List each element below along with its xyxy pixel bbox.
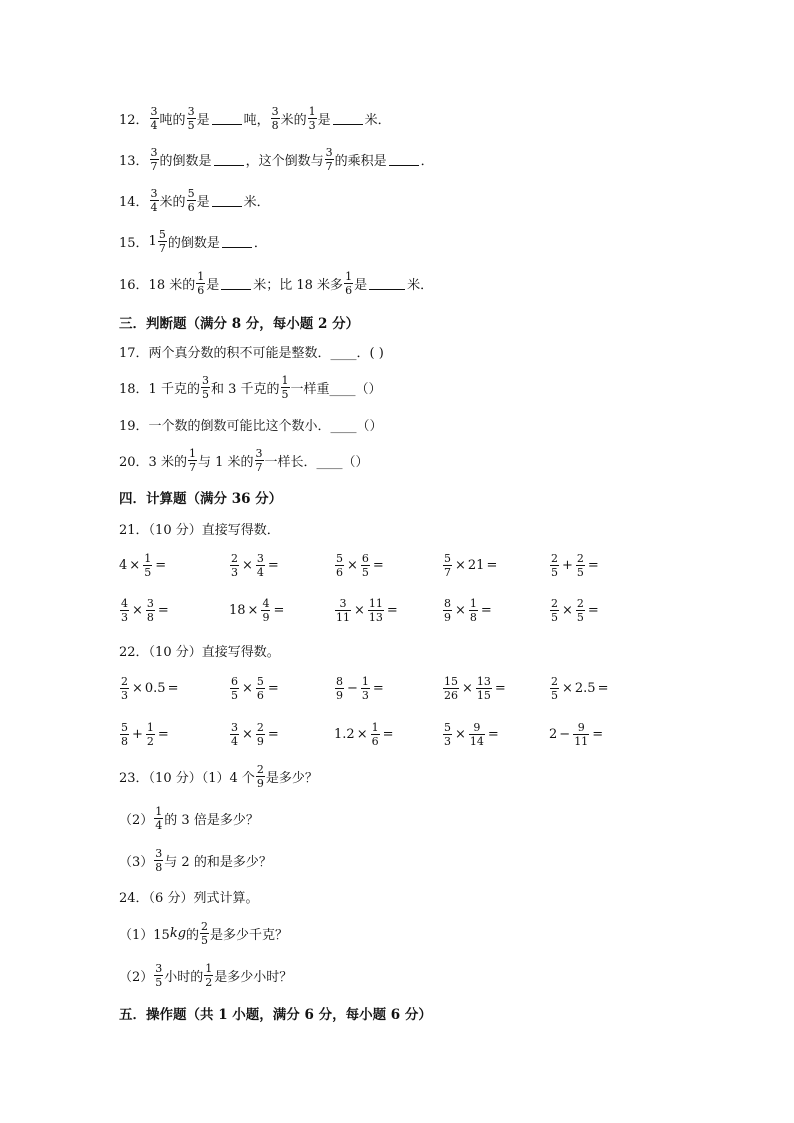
fraction: $\frac{2}{9}$	[256, 762, 264, 790]
fraction: $\frac{3}{5}$	[201, 373, 209, 401]
answer-blank[interactable]	[221, 277, 251, 290]
section-5-heading: 五．操作题（共 1 小题，满分 6 分，每小题 6 分）	[119, 1007, 432, 1023]
fraction: $\frac{3}{7}$	[150, 145, 158, 173]
calc-item: $\frac{2}{5}$ + $\frac{2}{5}$ =	[551, 551, 599, 579]
fraction: $\frac{1}{6}$	[197, 269, 205, 297]
fraction: $\frac{3}{5}$	[187, 104, 195, 132]
q23-text-a: 是多少？	[265, 770, 318, 786]
q20-text-b: 与 1 米的	[197, 454, 254, 470]
answer-blank[interactable]	[369, 277, 405, 290]
q12-text-b: 是	[196, 112, 210, 128]
question-14	[119, 180, 270, 220]
q15-num: 15．	[119, 235, 149, 251]
answer-blank[interactable]	[212, 112, 242, 125]
calc-item: $\frac{2}{3}$ × $\frac{3}{4}$ =	[231, 551, 279, 579]
question-23-part-3: （3） $\frac{3}{8}$ 与 2 的和是多少？	[119, 846, 272, 874]
fraction: $\frac{5}{7}$	[158, 227, 166, 255]
q13-text-d: ．	[420, 153, 434, 169]
answer-blank[interactable]	[214, 153, 244, 166]
calc-item: $\frac{5}{3}$ × $\frac{9}{14}$ =	[444, 720, 499, 748]
calc-item: $\frac{6}{5}$ × $\frac{5}{6}$ =	[231, 674, 279, 702]
calc-item: $\frac{4}{3}$ × $\frac{3}{8}$ =	[121, 596, 169, 624]
answer-blank[interactable]	[389, 153, 419, 166]
calc-item: 1.2 × $\frac{1}{6}$ =	[334, 720, 394, 748]
q20-num: 20．	[119, 454, 149, 470]
q18-num: 18．	[119, 381, 149, 397]
q16-text-a: 18 米的	[148, 277, 196, 293]
q15-text-b: ．	[253, 235, 267, 251]
q12-num: 12．	[119, 112, 149, 128]
calc-item: $\frac{8}{9}$ − $\frac{1}{3}$ =	[336, 674, 384, 702]
q16-text-e: 米．	[407, 277, 434, 293]
fraction: $\frac{1}{7}$	[188, 446, 196, 474]
q13-text-b: ，这个倒数与	[245, 153, 324, 169]
question-12	[119, 98, 391, 138]
question-23	[119, 756, 318, 796]
question-18	[119, 367, 382, 407]
answer-blank[interactable]	[212, 194, 242, 207]
question-13	[119, 139, 434, 179]
calc-item: $\frac{2}{3}$ × 0.5 =	[121, 674, 179, 702]
q18-text-b: 和 3 千克的	[210, 381, 280, 397]
fraction: $\frac{3}{4}$	[150, 104, 158, 132]
calc-item: $\frac{3}{4}$ × $\frac{2}{9}$ =	[231, 720, 279, 748]
q12-text-d: 米的	[280, 112, 307, 128]
calc-item: $\frac{8}{9}$ × $\frac{1}{8}$ =	[444, 596, 492, 624]
calc-item: $\frac{5}{8}$ + $\frac{1}{2}$ =	[121, 720, 169, 748]
calc-item: $\frac{2}{5}$ × 2.5 =	[551, 674, 609, 702]
q18-text-a: 1 千克的	[148, 381, 200, 397]
q14-text-b: 是	[196, 194, 210, 210]
q14-num: 14．	[119, 194, 149, 210]
fraction: $\frac{1}{2}$	[205, 961, 213, 989]
answer-blank[interactable]	[333, 112, 363, 125]
q20-text-c: 一样长．____（）	[264, 454, 369, 470]
q14-text-a: 米的	[159, 194, 186, 210]
question-16	[119, 263, 433, 303]
question-24-part-2: （2） $\frac{3}{5}$ 小时的 $\frac{1}{2}$ 是多少小时？	[119, 961, 293, 989]
fraction: $\frac{3}{7}$	[325, 145, 333, 173]
q13-text-c: 的乘积是	[334, 153, 387, 169]
question-24: 24．（6 分）列式计算。	[119, 890, 259, 906]
fraction: $\frac{5}{6}$	[187, 186, 195, 214]
q16-text-c: 米；比 18 米多	[253, 277, 344, 293]
fraction: $\frac{3}{4}$	[150, 186, 158, 214]
question-17: 17．两个真分数的积不可能是整数．____．( )	[119, 345, 384, 361]
q13-num: 13．	[119, 153, 149, 169]
question-15	[119, 221, 267, 261]
q16-text-d: 是	[354, 277, 368, 293]
calc-item: 4 × $\frac{1}{5}$ =	[119, 551, 167, 579]
q12-text-c: 吨，	[243, 112, 270, 128]
calc-item: $\frac{2}{5}$ × $\frac{2}{5}$ =	[551, 596, 599, 624]
q23-num: 23．（10 分）（1）4 个	[119, 770, 255, 786]
question-24-part-1: （1）15 kg 的 $\frac{2}{5}$ 是多少千克？	[119, 919, 289, 947]
q13-text-a: 的倒数是	[159, 153, 212, 169]
q12-text-f: 米．	[364, 112, 391, 128]
fraction: $\frac{1}{4}$	[155, 804, 163, 832]
calc-item: $\frac{3}{11}$ × $\frac{11}{13}$ =	[336, 596, 398, 624]
q15-text-a: 的倒数是	[167, 235, 220, 251]
q16-text-b: 是	[206, 277, 220, 293]
section-3-heading: 三．判断题（满分 8 分，每小题 2 分）	[119, 316, 360, 332]
question-19: 19．一个数的倒数可能比这个数小．____（）	[119, 418, 383, 434]
calc-item: $\frac{15}{26}$ × $\frac{13}{15}$ =	[444, 674, 506, 702]
fraction: $\frac{1}{3}$	[308, 104, 316, 132]
fraction: $\frac{3}{8}$	[271, 104, 279, 132]
question-20	[119, 440, 369, 480]
calc-item: $\frac{5}{6}$ × $\frac{6}{5}$ =	[336, 551, 384, 579]
calc-item: 18 × $\frac{4}{9}$ =	[229, 596, 285, 624]
question-21: 21．（10 分）直接写得数．	[119, 522, 280, 538]
q20-text-a: 3 米的	[148, 454, 187, 470]
question-22: 22．（10 分）直接写得数。	[119, 644, 280, 660]
question-23-part-2: （2） $\frac{1}{4}$ 的 3 倍是多少？	[119, 804, 259, 832]
fraction: $\frac{3}{8}$	[155, 846, 163, 874]
calc-item: $\frac{5}{7}$ × 21 =	[444, 551, 498, 579]
fraction: $\frac{1}{6}$	[345, 269, 353, 297]
q12-text-a: 吨的	[159, 112, 186, 128]
answer-blank[interactable]	[222, 235, 252, 248]
calc-item: 2 − $\frac{9}{11}$ =	[549, 720, 604, 748]
q12-text-e: 是	[317, 112, 331, 128]
fraction: $\frac{1}{5}$	[281, 373, 289, 401]
q18-text-c: 一样重____（）	[290, 381, 382, 397]
fraction: $\frac{2}{5}$	[201, 919, 209, 947]
mixed-number-whole: 1	[148, 233, 157, 249]
q16-num: 16．	[119, 277, 149, 293]
fraction: $\frac{3}{5}$	[155, 961, 163, 989]
fraction: $\frac{3}{7}$	[255, 446, 263, 474]
q14-text-c: 米．	[243, 194, 270, 210]
section-4-heading: 四．计算题（满分 36 分）	[119, 491, 283, 507]
